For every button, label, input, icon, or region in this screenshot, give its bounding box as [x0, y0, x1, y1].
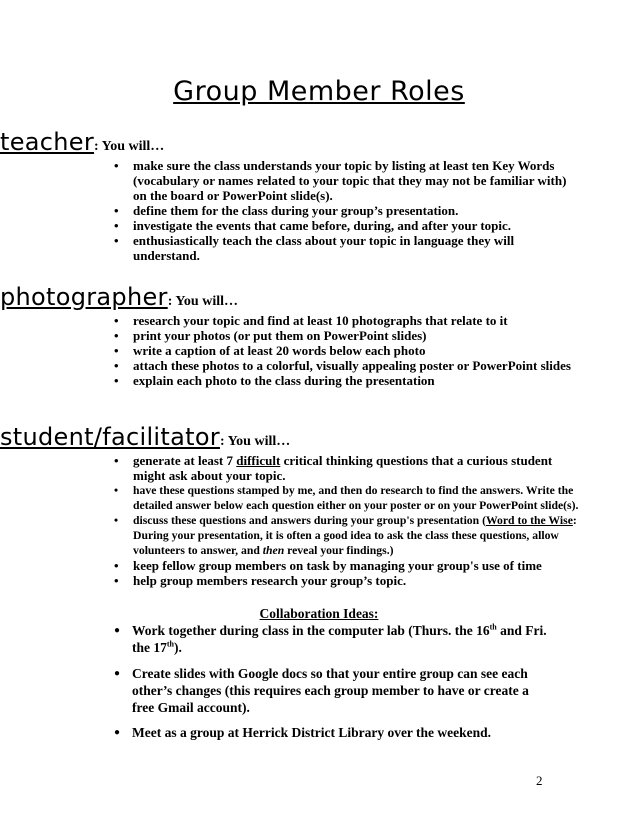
collaboration-heading: Collaboration Ideas:	[259, 606, 379, 621]
role-name: student/facilitator	[0, 423, 220, 451]
list-item: • have these questions stamped by me, and then do research to find the answers. Write the detailed answer below each question either on your poster or on your PowerPoint slide(s).	[112, 483, 582, 513]
role-name: photographer	[0, 283, 168, 311]
page-number: 2	[536, 773, 543, 788]
role-name: teacher	[0, 128, 95, 156]
role-suffix: : You will…	[167, 294, 238, 309]
list-item: • enthusiastically teach the class about your topic in language they will understand.	[112, 233, 582, 263]
list-item: • make sure the class understands your topic by listing at least ten Key Words (vocabulary or names related to your topic that they may not be familiar with) on the board or PowerPoint slide(s).	[112, 158, 582, 203]
collaboration-ideas-list	[112, 665, 552, 716]
list-item: • explain each photo to the class during the presentation	[112, 373, 582, 388]
list-item: • write a caption of at least 20 words below each photo	[112, 343, 582, 358]
role-suffix: : You will…	[94, 139, 165, 154]
list-item: • keep fellow group members on task by managing your group's use of time	[112, 558, 582, 573]
list-item: • generate at least 7 difficult critical thinking questions that a curious student might ask about your topic.	[112, 453, 582, 483]
role-header-teacher	[0, 128, 164, 156]
list-item: • attach these photos to a colorful, visually appealing poster or PowerPoint slides	[112, 358, 582, 373]
list-item: • help group members research your group’s topic.	[112, 573, 582, 588]
list-item: • investigate the events that came before, during, and after your topic.	[112, 218, 582, 233]
list-item: • define them for the class during your group’s presentation.	[112, 203, 582, 218]
list-item: ● Work together during class in the computer lab (Thurs. the 16th and Fri. the 17th).	[112, 622, 552, 656]
role-header-photographer	[0, 283, 238, 311]
page-title: Group Member Roles	[173, 76, 465, 107]
list-item: ● Meet as a group at Herrick District Library over the weekend.	[112, 724, 552, 741]
list-item: ● Create slides with Google docs so that your entire group can see each other’s changes (this requires each group member to have or create a free Gmail account).	[112, 665, 552, 716]
collaboration-ideas-list	[112, 622, 552, 656]
list-item: • research your topic and find at least 10 photographs that relate to it	[112, 313, 582, 328]
emphasis-then: then	[262, 544, 285, 557]
facilitator-duties-list	[112, 453, 582, 588]
emphasis-word-to-the-wise: Word to the Wise	[485, 514, 573, 527]
list-item: • print your photos (or put them on PowerPoint slides)	[112, 328, 582, 343]
emphasis-difficult: difficult	[236, 453, 281, 468]
list-item: • discuss these questions and answers during your group's presentation (Word to the Wise: During your presentation, it is often a good idea to ask the class these questions, allow volunteers to answer, and then reveal your findings.)	[112, 513, 582, 558]
role-suffix: : You will…	[219, 434, 291, 449]
collaboration-ideas-list	[112, 724, 552, 741]
teacher-duties-list	[112, 158, 582, 263]
photographer-duties-list	[112, 313, 582, 388]
role-header-student-facilitator	[0, 423, 290, 451]
